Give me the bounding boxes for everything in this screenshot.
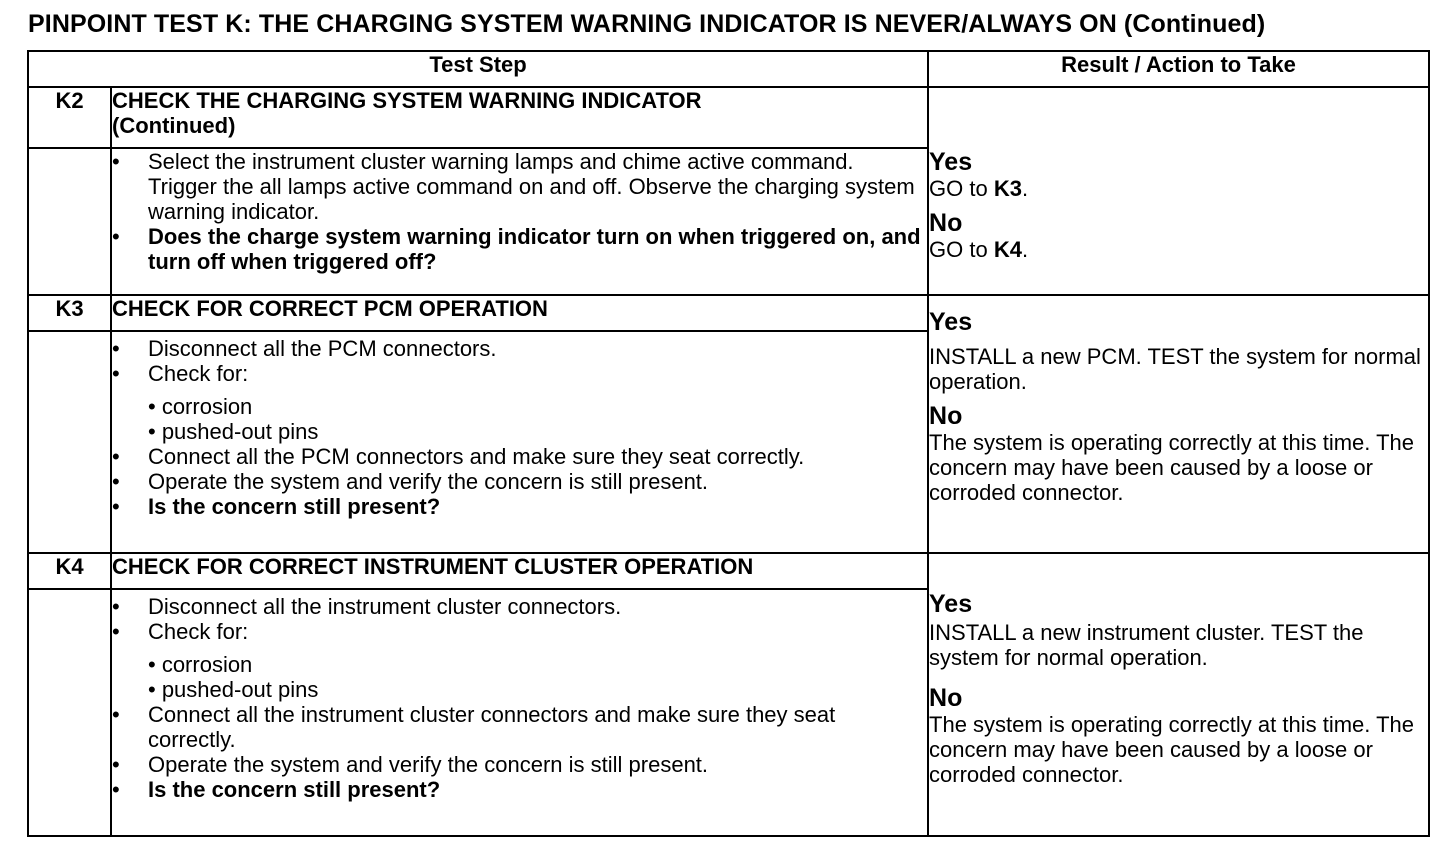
k2-no — [929, 209, 1428, 262]
bullet-icon: • — [112, 594, 120, 619]
k3-step-4-text: Operate the system and verify the concern is still present. — [148, 469, 709, 494]
k3-title-row — [28, 295, 1429, 331]
bullet-icon: • — [112, 336, 120, 361]
k3-code: K3 — [28, 295, 111, 331]
k4-step-3-text: Connect all the instrument cluster connectors and make sure they seat correctly. — [148, 702, 836, 752]
bullet-icon: • — [112, 777, 120, 802]
k4-steps — [111, 589, 928, 836]
k2-result — [928, 87, 1429, 295]
k4-no-label: No — [929, 684, 963, 712]
k3-result — [928, 295, 1429, 553]
bullet-icon: • — [112, 494, 120, 519]
header-result: Result / Action to Take — [928, 51, 1429, 87]
header-test-step: Test Step — [28, 51, 928, 87]
k4-step-1 — [112, 594, 927, 619]
k2-yes-action — [929, 176, 1428, 201]
k2-yes-suffix: . — [1021, 176, 1029, 201]
k2-title — [111, 87, 928, 148]
k2-no-action — [929, 237, 1428, 262]
k4-code-blank — [28, 589, 111, 836]
k2-step-1-text: Select the instrument cluster warning lamps and chime active command. Trigger the all lamps active command on and off. Observe the charging system warning indicator. — [148, 149, 915, 224]
k3-question-text: Is the concern still present? — [148, 494, 441, 519]
k3-step-1-text: Disconnect all the PCM connectors. — [148, 336, 497, 361]
k3-no-text: The system is operating correctly at this time. The concern may have been caused by a loose or corroded connector. — [929, 430, 1415, 505]
k4-question — [112, 777, 927, 802]
k2-no-suffix: . — [1021, 237, 1029, 262]
k3-step-1 — [112, 336, 927, 361]
k3-step-2 — [112, 361, 927, 444]
k2-title-row — [28, 87, 1429, 148]
k2-yes-label: Yes — [929, 148, 973, 176]
k3-yes-text: INSTALL a new PCM. TEST the system for normal operation. — [929, 344, 1421, 394]
k4-code: K4 — [28, 553, 111, 589]
k2-no-prefix: GO to — [929, 237, 994, 262]
k3-sub-2: • pushed-out pins — [148, 419, 319, 444]
k3-sub-1: • corrosion — [148, 394, 253, 419]
bullet-icon: • — [112, 444, 120, 469]
k4-yes-label: Yes — [929, 590, 973, 618]
k4-no-text: The system is operating correctly at this time. The concern may have been caused by a loose or corroded connector. — [929, 712, 1415, 787]
k2-code: K2 — [28, 87, 111, 148]
k4-result — [928, 553, 1429, 836]
k4-sub-2: • pushed-out pins — [148, 677, 319, 702]
k4-step-3 — [112, 702, 927, 752]
k2-yes-link[interactable]: K3 — [993, 176, 1022, 201]
k3-yes-label: Yes — [929, 308, 973, 336]
k3-yes — [929, 308, 1428, 394]
k2-step-1 — [112, 149, 927, 224]
bullet-icon: • — [112, 361, 120, 386]
bullet-icon: • — [112, 702, 120, 727]
k3-step-3 — [112, 444, 927, 469]
bullet-icon: • — [112, 224, 120, 249]
k3-step-3-text: Connect all the PCM connectors and make sure they seat correctly. — [148, 444, 805, 469]
k4-title-row — [28, 553, 1429, 589]
bullet-icon: • — [112, 469, 120, 494]
k3-no-label: No — [929, 402, 963, 430]
k4-step-1-text: Disconnect all the instrument cluster connectors. — [148, 594, 622, 619]
k4-step-4-text: Operate the system and verify the concern is still present. — [148, 752, 709, 777]
k2-yes-prefix: GO to — [929, 176, 994, 201]
bullet-icon: • — [112, 752, 120, 777]
bullet-icon: • — [112, 619, 120, 644]
k4-step-2 — [112, 619, 927, 702]
k3-step-2-text: Check for: — [148, 361, 249, 386]
k4-no — [929, 684, 1428, 787]
pinpoint-test-table — [27, 50, 1430, 837]
k4-question-text: Is the concern still present? — [148, 777, 441, 802]
k3-steps — [111, 331, 928, 553]
bullet-icon: • — [112, 149, 120, 174]
k4-step-4 — [112, 752, 927, 777]
k4-title: CHECK FOR CORRECT INSTRUMENT CLUSTER OPERATION — [111, 553, 928, 589]
k2-question — [112, 224, 927, 274]
k2-code-blank — [28, 148, 111, 295]
k4-yes-text: INSTALL a new instrument cluster. TEST the system for normal operation. — [929, 620, 1364, 670]
k2-no-link[interactable]: K4 — [993, 237, 1022, 262]
k2-question-text: Does the charge system warning indicator turn on when triggered on, and turn off when triggered off? — [148, 224, 921, 274]
k4-yes — [929, 590, 1428, 670]
k4-step-2-text: Check for: — [148, 619, 249, 644]
k2-yes — [929, 148, 1428, 201]
k3-title: CHECK FOR CORRECT PCM OPERATION — [111, 295, 928, 331]
k3-no — [929, 402, 1428, 505]
k2-no-label: No — [929, 209, 963, 237]
k2-title-line1: CHECK THE CHARGING SYSTEM WARNING INDICATOR — [112, 88, 702, 113]
k3-code-blank — [28, 331, 111, 553]
page-title: PINPOINT TEST K: THE CHARGING SYSTEM WARNING INDICATOR IS NEVER/ALWAYS ON (Continued) — [28, 10, 1266, 38]
k2-steps — [111, 148, 928, 295]
header-row — [28, 51, 1429, 87]
k3-question — [112, 494, 927, 519]
k4-sub-1: • corrosion — [148, 652, 253, 677]
k3-step-4 — [112, 469, 927, 494]
k2-title-line2: (Continued) — [112, 113, 236, 138]
